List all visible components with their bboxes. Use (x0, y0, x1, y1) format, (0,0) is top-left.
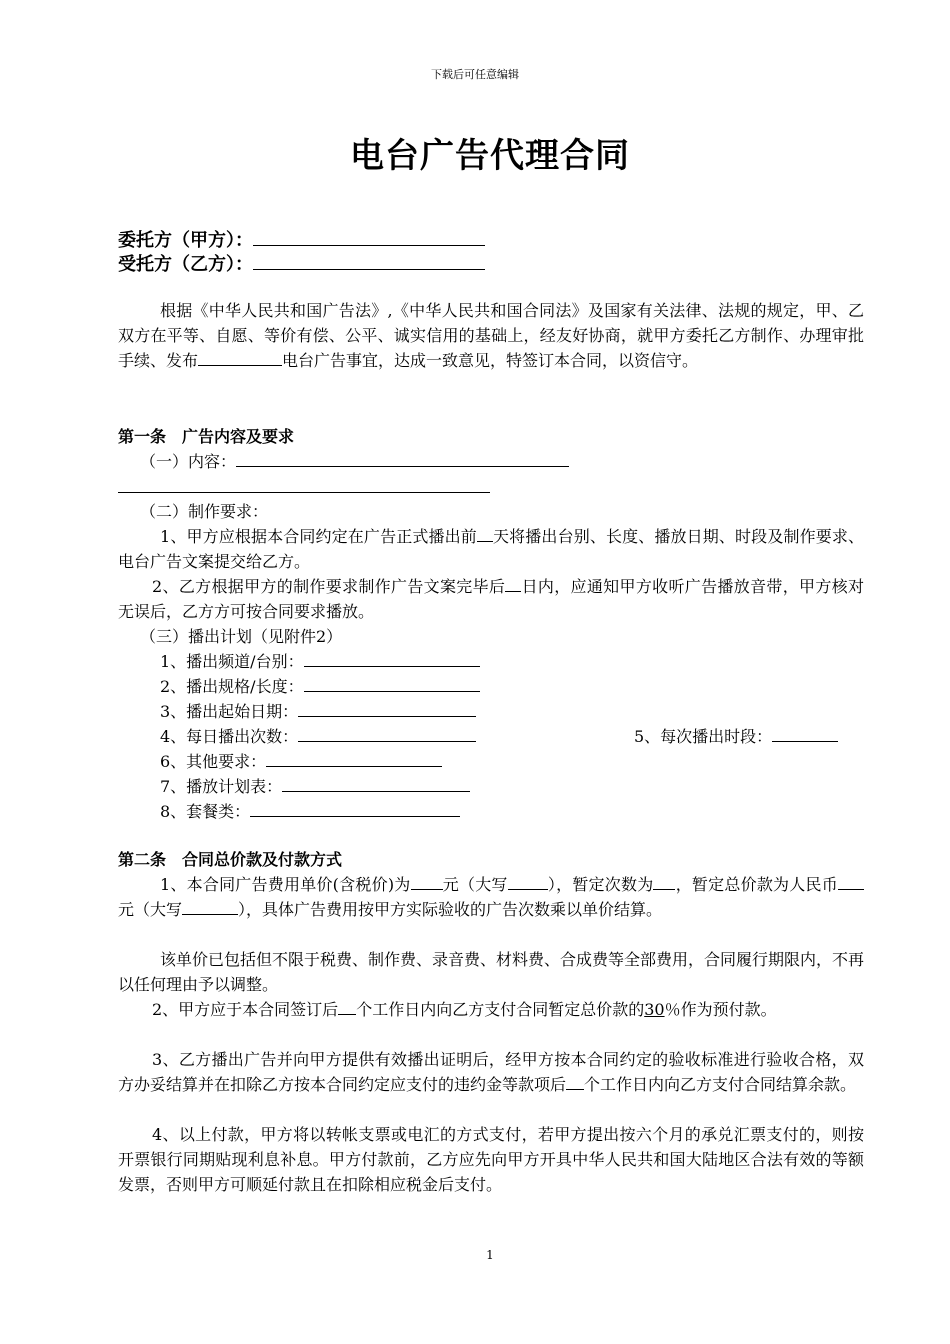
article2-paragraph-5: 4、以上付款，甲方将以转帐支票或电汇的方式支付，若甲方提出按六个月的承兑汇票支付的，则按开票银行同期贴现利息补息。甲方付款前，乙方应先向甲方开具中华人民共和国大陆地区合法有效的等额发票，否则甲方可顺延付款且在扣除相应税金后支付。 (118, 1125, 864, 1194)
plan-item-4-blank[interactable] (298, 725, 476, 742)
plan-item-4-label: 4、每日播出次数： (160, 727, 299, 746)
content-blank[interactable] (236, 450, 569, 467)
p4-text-a: 3、乙方播出广告并向甲方提供有效播出证明后，经甲方按本合同约定的验收标准进行验收合格，双方办妥结算并在扣除乙方按本合同约定应支付的违约金等款项后 (118, 1050, 864, 1094)
party-a-line (118, 226, 485, 252)
article2-heading: 第二条 合同总价款及付款方式 (118, 850, 343, 869)
plan-item-8-label: 8、套餐类： (160, 802, 251, 821)
p1-text-f: ），具体广告费用按甲方实际验收的广告次数乘以单价结算。 (238, 900, 663, 919)
page-number: 1 (486, 1248, 494, 1262)
article2-paragraph-2: 该单价已包括但不限于税费、制作费、录音费、材料费、合成费等全部费用，合同履行期限内，不再以任何理由予以调整。 (118, 950, 865, 994)
content-label: （一）内容： (140, 452, 237, 471)
item2-days-blank[interactable] (505, 575, 521, 592)
station-blank[interactable] (198, 349, 282, 366)
document-title: 电台广告代理合同 (350, 136, 630, 176)
p3-text-a: 2、甲方应于本合同签订后 (152, 1000, 339, 1019)
party-a-label: 委托方（甲方）： (118, 230, 253, 251)
p3-text-c: ％作为预付款。 (664, 1000, 777, 1019)
plan-item-5 (634, 724, 838, 749)
plan-label: （三）播出计划（见附件2） (140, 627, 343, 646)
plan-item-2 (160, 674, 480, 699)
party-b-blank[interactable] (253, 251, 485, 270)
plan-item-5-label: 5、每次播出时段： (634, 727, 773, 746)
total-price-blank[interactable] (838, 873, 864, 890)
party-b-label: 受托方（乙方）： (118, 254, 253, 275)
intro-text-1: 根据《中华人民共和国广告法》,《中华人民共和国合同法》及国家有关法律、法规的规定，甲、乙双方在平等、自愿、等价有偿、公平、诚实信用的基础上，经友好协商，就甲方委托乙方制作、办理审批手续、发布 (118, 301, 864, 370)
intro-paragraph (118, 298, 864, 373)
plan-item-2-blank[interactable] (304, 675, 480, 692)
prepay-percent: 30 (644, 1000, 665, 1019)
content-line (140, 449, 569, 474)
content-blank-continuation[interactable] (118, 492, 490, 493)
article2-paragraph-4 (118, 1047, 864, 1097)
item1-days-blank[interactable] (477, 525, 493, 542)
item1-text-b: 天将播出台别、长度、播放日期、时段及制作要求、电台广告文案提交给乙方。 (118, 527, 864, 571)
production-item-1 (118, 524, 864, 574)
total-price-capital-blank[interactable] (182, 898, 238, 915)
plan-item-3-label: 3、播出起始日期： (160, 702, 299, 721)
item2-text-b: 日内，应通知甲方收听广告播放音带，甲方核对无误后，乙方方可按合同要求播放。 (118, 577, 864, 621)
item2-text-a: 2、乙方根据甲方的制作要求制作广告文案完毕后 (152, 577, 506, 596)
p1-text-d: ，暂定总价款为人民币 (675, 875, 838, 894)
plan-item-3 (160, 699, 476, 724)
p3-text-b: 个工作日内向乙方支付合同暂定总价款的 (356, 1000, 645, 1019)
plan-item-6 (160, 749, 442, 774)
plan-item-1-label: 1、播出频道/台别： (160, 652, 304, 671)
unit-price-capital-blank[interactable] (508, 873, 548, 890)
plan-item-3-blank[interactable] (298, 700, 476, 717)
plan-item-6-blank[interactable] (266, 750, 442, 767)
article2-paragraph-1 (118, 872, 864, 922)
page-header: 下载后可任意编辑 (431, 68, 519, 81)
plan-item-7 (160, 774, 470, 799)
plan-item-1-blank[interactable] (304, 650, 480, 667)
settlement-days-blank[interactable] (566, 1073, 584, 1090)
production-label: （二）制作要求： (140, 502, 269, 521)
p1-text-a: 1、本合同广告费用单价(含税价)为 (160, 875, 411, 894)
plan-item-4 (160, 724, 476, 749)
article1-heading: 第一条 广告内容及要求 (118, 427, 295, 446)
plan-item-8-blank[interactable] (250, 800, 460, 817)
plan-item-6-label: 6、其他要求： (160, 752, 267, 771)
unit-price-blank[interactable] (411, 873, 443, 890)
plan-item-7-blank[interactable] (282, 775, 470, 792)
intro-text-2: 电台广告事宜，达成一致意见，特签订本合同，以资信守。 (282, 351, 699, 370)
p4-text-b: 个工作日内向乙方支付合同结算余款。 (584, 1075, 857, 1094)
plan-item-1 (160, 649, 480, 674)
plan-item-2-label: 2、播出规格/长度： (160, 677, 304, 696)
plan-item-7-label: 7、播放计划表： (160, 777, 283, 796)
plan-item-5-blank[interactable] (772, 725, 838, 742)
party-b-line (118, 250, 485, 276)
item1-text-a: 1、甲方应根据本合同约定在广告正式播出前 (160, 527, 477, 546)
production-item-2 (118, 574, 864, 624)
article2-paragraph-3 (118, 997, 864, 1022)
p1-text-b: 元（大写 (442, 875, 508, 894)
p1-text-e: 元（大写 (118, 900, 183, 919)
party-a-blank[interactable] (253, 227, 485, 246)
plan-item-8 (160, 799, 460, 824)
prepay-days-blank[interactable] (338, 998, 356, 1015)
count-blank[interactable] (653, 873, 675, 890)
p1-text-c: ），暂定次数为 (547, 875, 654, 894)
